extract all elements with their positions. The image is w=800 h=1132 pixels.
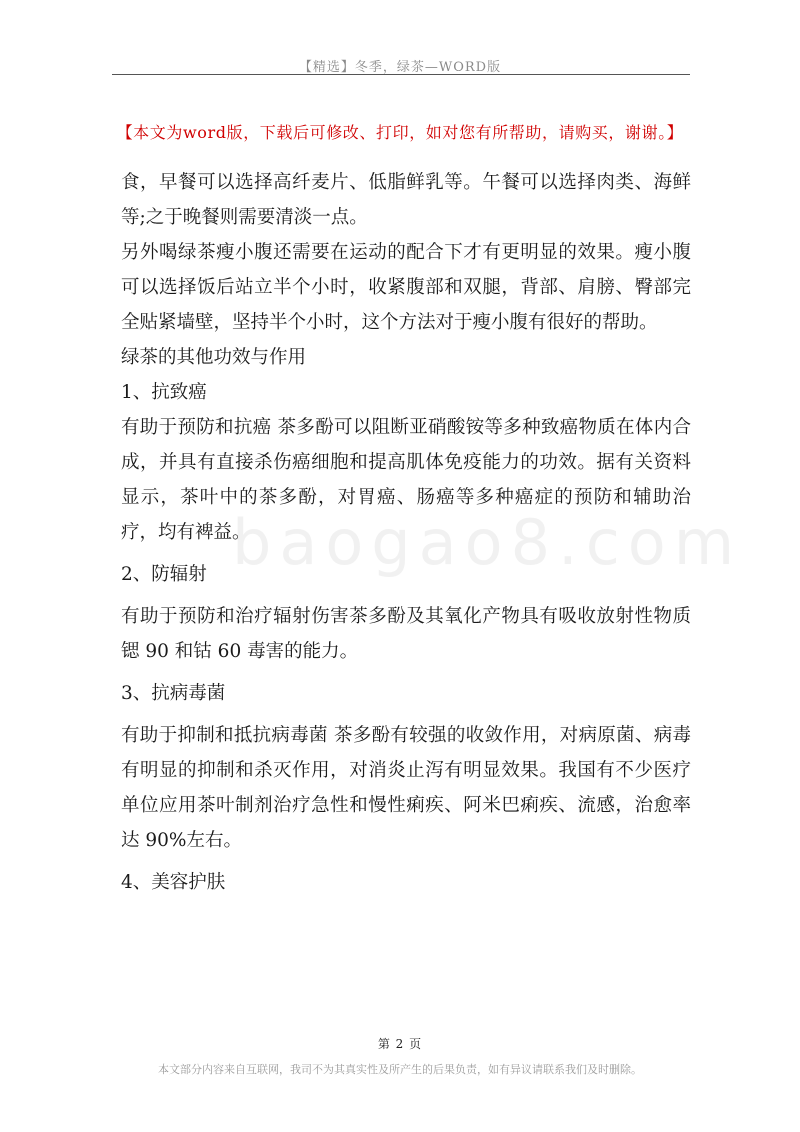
footer-disclaimer: 本文部分内容来自互联网，我司不为其真实性及所产生的后果负责，如有异议请联系我们及时删除。 [158, 1063, 642, 1076]
document-header-title: 【精选】冬季，绿茶—WORD版 [298, 60, 502, 75]
paragraph-anti-radiation: 有助于预防和治疗辐射伤害茶多酚及其氧化产物具有吸收放射性物质锶 90 和钴 60 毒害的能力。 [121, 606, 691, 662]
subheading-anti-cancer: 1、抗致癌 [121, 382, 207, 403]
paragraph-anti-virus: 有助于抑制和抵抗病毒菌 茶多酚有较强的收敛作用，对病原菌、病毒有明显的抑制和杀灭作用，对消炎止泻有明显效果。我国有不少医疗单位应用茶叶制剂治疗急性和慢性痢疾、阿米巴痢疾、流感，治愈率达 90%左右。 [121, 725, 691, 851]
paragraph-exercise-advice: 另外喝绿茶瘦小腹还需要在运动的配合下才有更明显的效果。瘦小腹可以选择饭后站立半个小时，收紧腹部和双腿，背部、肩膀、臀部完全贴紧墙壁，坚持半个小时，这个方法对于瘦小腹有很好的帮助。 [121, 242, 691, 333]
download-notice: 【本文为word版，下载后可修改、打印，如对您有所帮助，请购买，谢谢。】 [116, 123, 684, 142]
watermark-text: baogao8.com [232, 506, 743, 579]
header-divider [112, 74, 690, 75]
paragraph-anti-cancer: 有助于预防和抗癌 茶多酚可以阻断亚硝酸铵等多种致癌物质在体内合成，并具有直接杀伤癌细胞和提高肌体免疫能力的功效。据有关资料显示，茶叶中的茶多酚，对胃癌、肠癌等多种癌症的预防和辅助治疗，均有裨益。 [121, 417, 691, 543]
document-body [121, 165, 691, 900]
subheading-skin-care: 4、美容护肤 [121, 872, 226, 893]
page-number: 第 2 页 [377, 1037, 423, 1051]
subheading-anti-radiation: 2、防辐射 [121, 564, 207, 585]
section-heading-other-effects: 绿茶的其他功效与作用 [121, 347, 307, 368]
subheading-anti-virus: 3、抗病毒菌 [121, 683, 226, 704]
paragraph-diet-advice: 食，早餐可以选择高纤麦片、低脂鲜乳等。午餐可以选择肉类、海鲜等;之于晚餐则需要清淡一点。 [121, 172, 691, 228]
